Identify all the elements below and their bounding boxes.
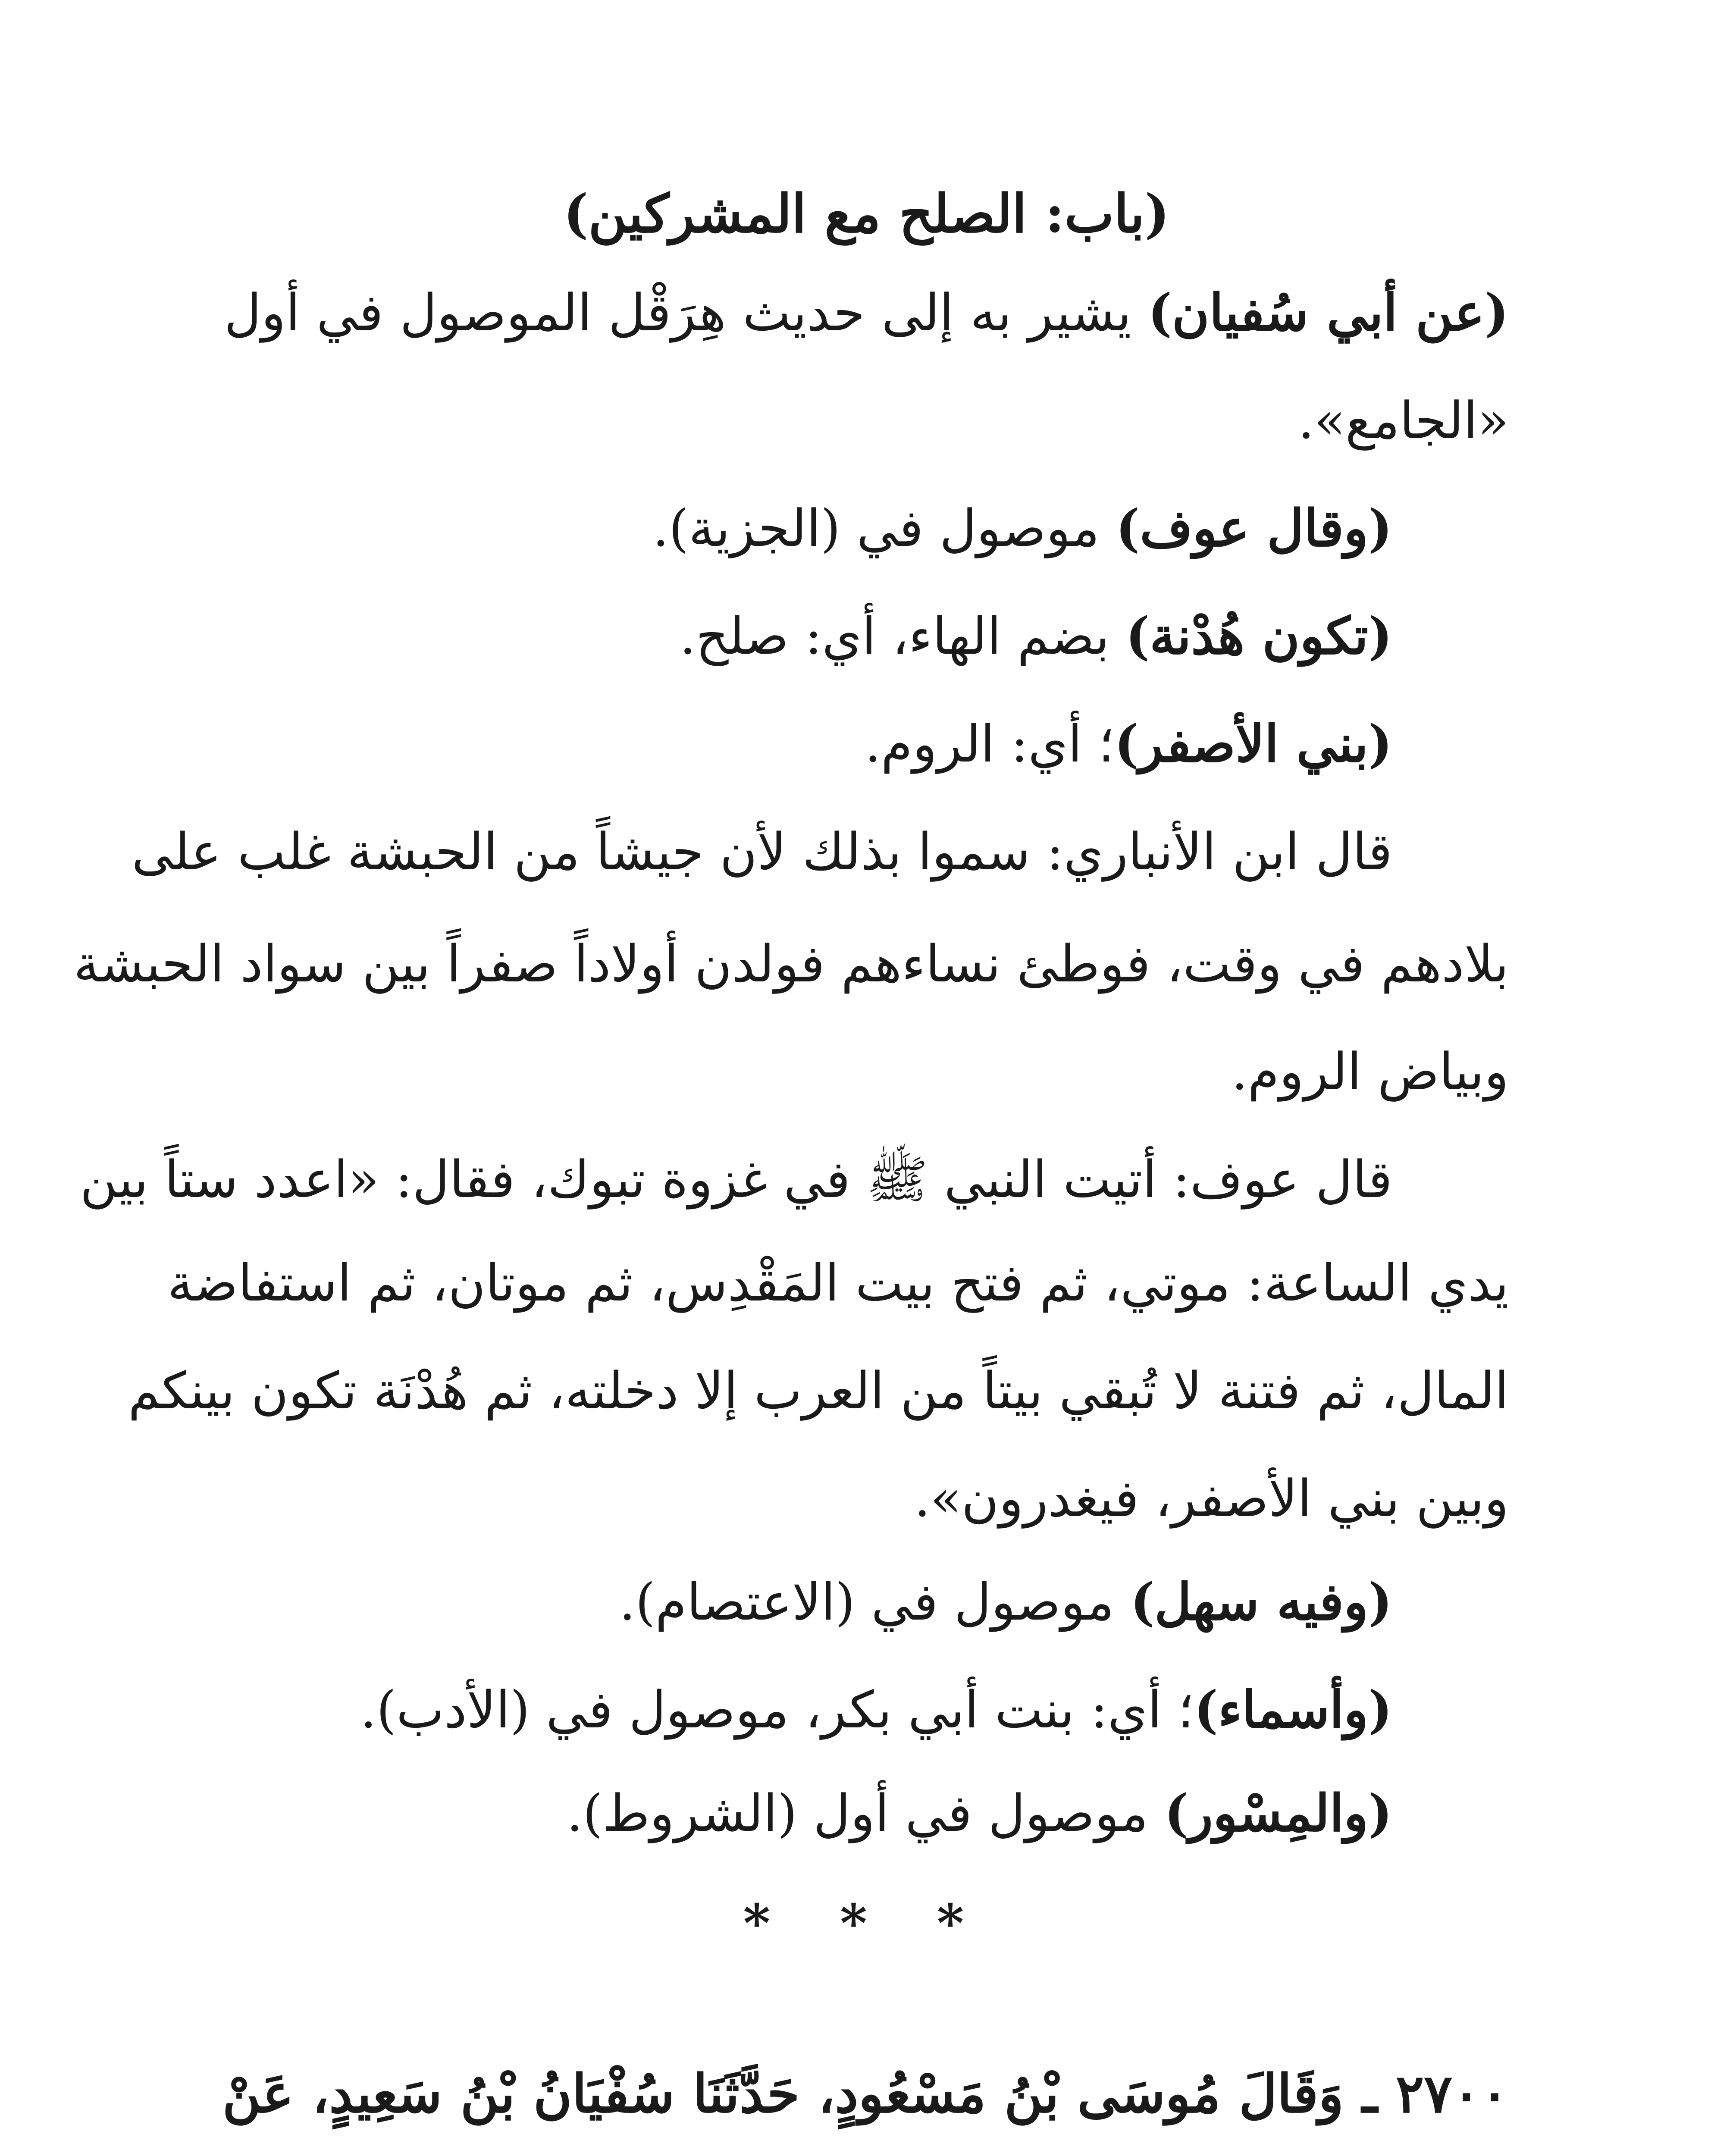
paragraph-2-lemma: (وقال عوف) [1116,498,1392,558]
paragraph-9-text: موصول في أول (الشروط). [567,1783,1165,1843]
paragraph-7-text: موصول في (الاعتصام). [619,1572,1131,1632]
paragraph-9-lemma: (والمِسْور) [1164,1783,1392,1843]
paragraph-3 [680,604,1392,668]
paragraph-3-lemma: (تكون هُدْنة) [1125,606,1392,666]
paragraph-1-line-1 [224,280,1509,345]
paragraph-6-line-2: يدي الساعة: موتي، ثم فتح بيت المَقْدِس، ثم موتان، ثم استفاضة [167,1253,1509,1313]
paragraph-7-lemma: (وفيه سهل) [1130,1572,1392,1632]
paragraph-4-lemma: (بني الأصفر) [1114,714,1392,774]
section-separator: * * * [743,1893,990,1954]
paragraph-6-line-4: وبين بني الأصفر، فيغدرون». [914,1469,1509,1528]
paragraph-2-text: موصول في (الجزية). [652,498,1116,558]
paragraph-7 [619,1570,1392,1634]
paragraph-3-text: بضم الهاء، أي: صلح. [680,606,1126,666]
paragraph-6-line-1: قال عوف: أتيت النبي ﷺ في غزوة تبوك، فقال: «اعدد ستاً بين [80,1150,1392,1209]
paragraph-5-line-1: قال ابن الأنباري: سموا بذلك لأن جيشاً من الحبشة غلب على [132,822,1392,881]
paragraph-8-lemma: (وأسماء) [1194,1680,1392,1739]
paragraph-9 [567,1781,1392,1846]
paragraph-1-text: يشير به إلى حديث هِرَقْل الموصول في أول [224,283,1148,342]
paragraph-1-line-2: «الجامع». [1298,391,1509,450]
paragraph-4-text: ؛ أي: الروم. [865,714,1115,774]
paragraph-5-line-2: بلادهم في وقت، فوطئ نساءهم فولدن أولاداً صفراً بين سواد الحبشة [73,934,1509,993]
paragraph-5-line-3: وبياض الروم. [1232,1042,1509,1101]
paragraph-8-text: ؛ أي: بنت أبي بكر، موصول في (الأدب). [360,1680,1194,1739]
paragraph-4 [865,711,1392,776]
paragraph-6-line-3: المال، ثم فتنة لا تُبقي بيتاً من العرب إلا دخلته، ثم هُدْنَة تكون بينكم [128,1361,1509,1420]
paragraph-8 [360,1677,1392,1742]
hadith-line-1: ٢٧٠٠ ـ وَقَالَ مُوسَى بْنُ مَسْعُودٍ، حَدَّثَنَا سُفْيَانُ بْنُ سَعِيدٍ، عَنْ [222,2062,1509,2125]
paragraph-2 [652,496,1392,561]
paragraph-1-lemma: (عن أبي سُفيان) [1148,282,1509,342]
chapter-title: (باب: الصلح مع المشركين) [563,182,1170,244]
